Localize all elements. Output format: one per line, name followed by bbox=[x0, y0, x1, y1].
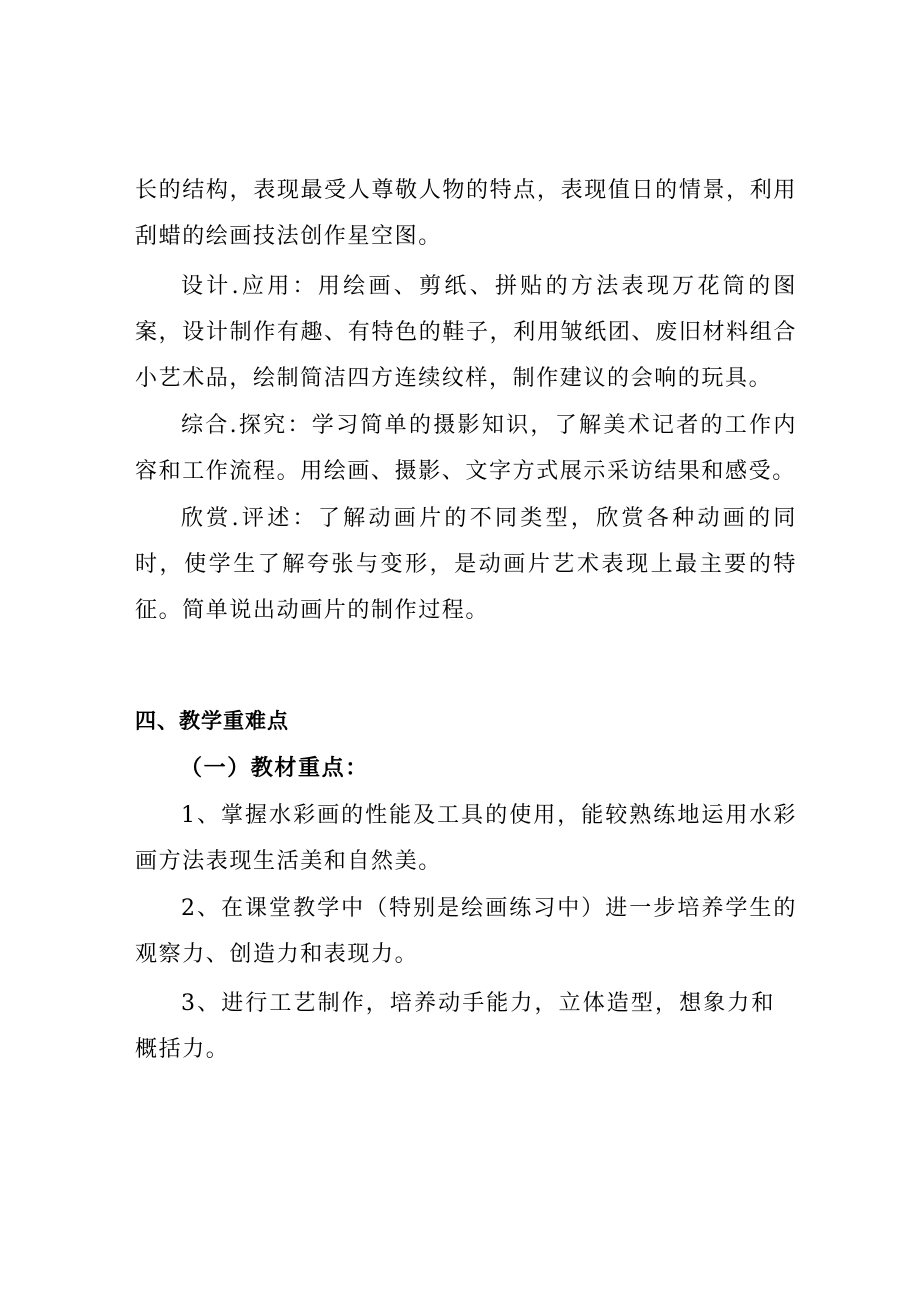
comprehensive-exploration-paragraph: 综合.探究：学习简单的摄影知识，了解美术记者的工作内容和工作流程。用绘画、摄影、文字方式展示采访结果和感受。 bbox=[135, 413, 797, 484]
key-point-item-1: 1、掌握水彩画的性能及工具的使用，能较熟练地运用水彩画方法表现生活美和自然美。 bbox=[135, 803, 797, 874]
key-point-item-3: 3、进行工艺制作，培养动手能力，立体造型，想象力和概括力。 bbox=[135, 991, 775, 1062]
design-application-paragraph: 设计.应用：用绘画、剪纸、拼贴的方法表现万花筒的图案，设计制作有趣、有特色的鞋子，利用皱纸团、废旧材料组合小艺术品，绘制简洁四方连续纹样，制作建议的会响的玩具。 bbox=[135, 274, 797, 391]
key-point-item-2: 2、在课堂教学中（特别是绘画练习中）进一步培养学生的观察力、创造力和表现力。 bbox=[135, 896, 797, 967]
section-heading-teaching-key-points: 四、教学重难点 bbox=[135, 709, 289, 733]
subsection-heading-textbook-key-points: （一）教材重点： bbox=[180, 755, 369, 781]
appreciation-review-paragraph: 欣赏.评述：了解动画片的不同类型，欣赏各种动画的同时，使学生了解夸张与变形，是动画片艺术表现上最主要的特征。简单说出动画片的制作过程。 bbox=[135, 506, 797, 623]
intro-paragraph: 长的结构，表现最受人尊敬人物的特点，表现值日的情景，利用刮蜡的绘画技法创作星空图。 bbox=[135, 178, 797, 249]
